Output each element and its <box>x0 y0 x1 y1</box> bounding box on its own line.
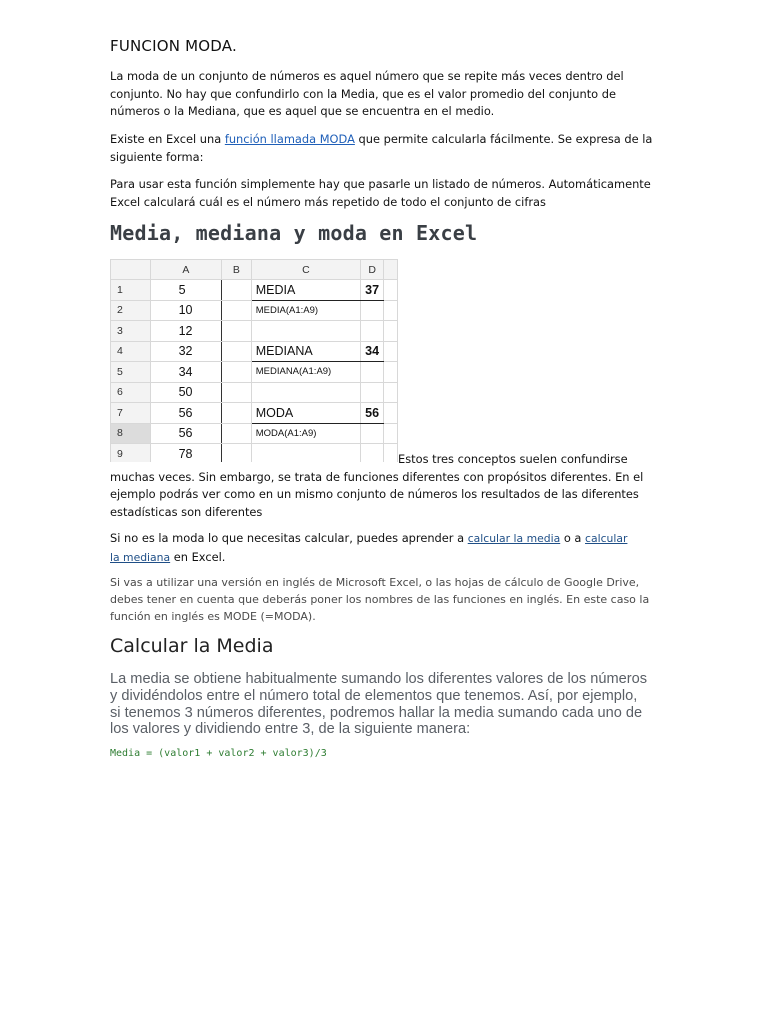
text-segment: en Excel. <box>170 550 226 564</box>
paragraph-concepts: Estos tres conceptos suelen confundirse muchas veces. Sin embargo, se trata de funciones diferentes con propósitos diferentes. En el ejemplo podrás ver como en un mismo conjunto de números los resultados de las diferentes estadísticas son diferentes <box>110 452 644 519</box>
column-header-d: D <box>361 260 384 280</box>
text-segment: Si no es la moda lo que necesitas calcular, puedes aprender a <box>110 531 468 545</box>
text-segment: Existe en Excel una <box>110 132 225 146</box>
row-header: 5 <box>111 362 151 383</box>
text-segment: o a <box>560 531 586 545</box>
corner-cell <box>111 260 151 280</box>
cell-a: 5 <box>150 280 221 301</box>
cell-a: 78 <box>150 444 221 463</box>
cell-a: 50 <box>150 382 221 403</box>
cell-d <box>361 382 384 403</box>
cell-a: 32 <box>150 341 221 362</box>
row-header: 6 <box>111 382 151 403</box>
cell-e <box>384 403 398 424</box>
column-header-a: A <box>150 260 221 280</box>
cell-b <box>222 382 252 403</box>
column-header-b: B <box>222 260 252 280</box>
cell-a: 10 <box>150 300 221 321</box>
paragraph-media-explanation: La media se obtiene habitualmente sumando los diferentes valores de los números y dividéndolos entre el número total de elementos que tenemos. Así, por ejemplo, si tenemos 3 números diferentes, podremos hallar la media sumando cada uno de los valores y dividiendo entre 3, de la siguiente manera: <box>110 671 648 738</box>
cell-d <box>361 362 384 383</box>
row-header: 2 <box>111 300 151 321</box>
cell-d <box>361 300 384 321</box>
cell-d: 37 <box>361 280 384 301</box>
row-header: 4 <box>111 341 151 362</box>
cell-e <box>384 321 398 342</box>
paragraph-excel-function <box>110 131 655 166</box>
section-heading-media: Calcular la Media <box>110 635 274 657</box>
cell-c: MEDIA <box>251 280 360 301</box>
cell-a: 56 <box>150 423 221 444</box>
column-header-e <box>384 260 398 280</box>
cell-d: 34 <box>361 341 384 362</box>
cell-e <box>384 423 398 444</box>
cell-a: 12 <box>150 321 221 342</box>
section-heading-excel: Media, mediana y moda en Excel <box>110 221 478 245</box>
link-funcion-moda[interactable]: función llamada MODA <box>224 132 355 146</box>
row-header: 9 <box>111 444 151 463</box>
sheet-row <box>111 403 398 424</box>
paragraph-links <box>110 529 640 567</box>
cell-b <box>222 321 252 342</box>
cell-b <box>222 423 252 444</box>
row-header: 7 <box>111 403 151 424</box>
cell-b <box>222 300 252 321</box>
cell-c <box>251 321 360 342</box>
cell-c: MEDIANA(A1:A9) <box>251 362 360 383</box>
doc-title: FUNCION MODA. <box>110 37 237 55</box>
cell-b <box>222 403 252 424</box>
cell-e <box>384 341 398 362</box>
paragraph-english-note: Si vas a utilizar una versión en inglés de Microsoft Excel, o las hojas de cálculo de Google Drive, debes tener en cuenta que deberás poner los nombres de las funciones en inglés. En este caso la función en inglés es MODE (=MODA). <box>110 576 650 623</box>
cell-c: MEDIA(A1:A9) <box>251 300 360 321</box>
sheet-row <box>111 300 398 321</box>
cell-d <box>361 321 384 342</box>
paragraph-usage: Para usar esta función simplemente hay que pasarle un listado de números. Automáticamente Excel calculará cuál es el número más repetido de todo el conjunto de cifras <box>110 177 651 209</box>
cell-e <box>384 300 398 321</box>
cell-d: 56 <box>361 403 384 424</box>
link-calcular-mediana[interactable]: calcular la mediana <box>110 532 628 564</box>
sheet-row <box>111 321 398 342</box>
cell-c <box>251 382 360 403</box>
spreadsheet-image <box>110 259 398 462</box>
cell-b <box>222 362 252 383</box>
row-header: 3 <box>111 321 151 342</box>
sheet-row <box>111 362 398 383</box>
sheet-row <box>111 341 398 362</box>
row-header: 1 <box>111 280 151 301</box>
sheet-row <box>111 382 398 403</box>
cell-c: MEDIANA <box>251 341 360 362</box>
cell-d <box>361 423 384 444</box>
code-formula: Media = (valor1 + valor2 + valor3)/3 <box>110 748 327 759</box>
cell-a: 56 <box>150 403 221 424</box>
cell-e <box>384 280 398 301</box>
cell-c: MODA <box>251 403 360 424</box>
text-segment: que permite calcularla fácilmente. Se expresa de la siguiente forma: <box>110 132 653 164</box>
paragraph-intro: La moda de un conjunto de números es aquel número que se repite más veces dentro del conjunto. No hay que confundirlo con la Media, que es el valor promedio del conjunto de números o la Mediana, que es aquel que se encuentra en el medio. <box>110 69 624 119</box>
column-header-c: C <box>251 260 360 280</box>
cell-e <box>384 362 398 383</box>
column-header-row <box>111 260 398 280</box>
cell-b <box>222 280 252 301</box>
cell-b <box>222 341 252 362</box>
cell-e <box>384 382 398 403</box>
cell-c: MODA(A1:A9) <box>251 423 360 444</box>
sheet-row <box>111 280 398 301</box>
sheet-row <box>111 423 398 444</box>
cell-a: 34 <box>150 362 221 383</box>
row-header: 8 <box>111 423 151 444</box>
link-calcular-media[interactable]: calcular la media <box>467 532 561 545</box>
